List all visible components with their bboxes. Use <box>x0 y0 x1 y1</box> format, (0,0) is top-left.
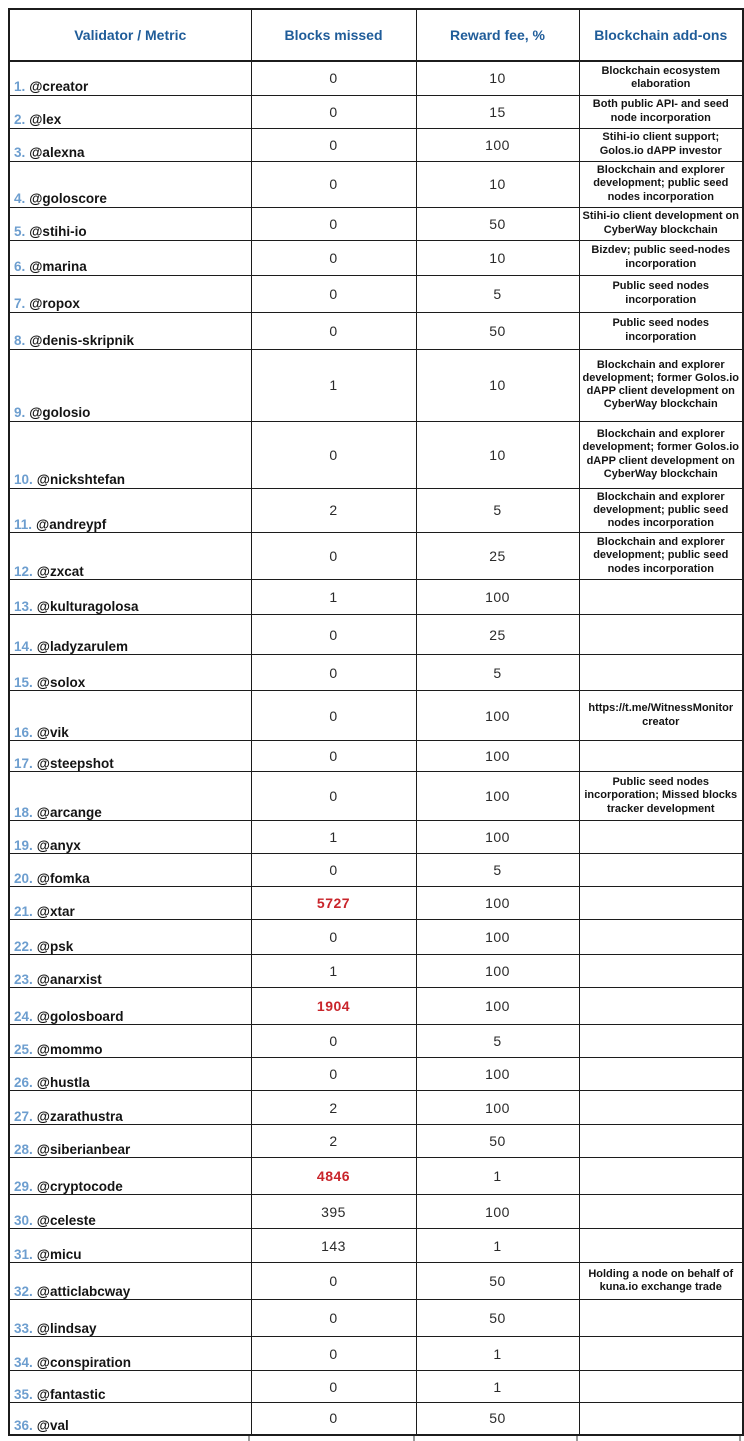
addons-cell: Blockchain and explorer development; former Golos.io dAPP client development on CyberWay blockchain <box>579 421 743 488</box>
blocks-missed-cell: 0 <box>251 615 416 655</box>
addons-cell <box>579 1158 743 1195</box>
row-index: 14. <box>14 638 33 654</box>
validator-handle: @denis-skripnik <box>29 333 134 349</box>
validator-handle: @psk <box>36 938 74 954</box>
addons-cell: Blockchain and explorer development; public seed nodes incorporation <box>579 488 743 533</box>
row-index: 21. <box>14 903 33 919</box>
blocks-missed-cell: 0 <box>251 240 416 275</box>
addons-cell: Stihi-io client support; Golos.io dAPP investor <box>579 128 743 161</box>
table-row <box>9 275 743 312</box>
validator-handle: @goloscore <box>29 191 107 207</box>
reward-fee-cell: 100 <box>416 955 579 988</box>
validator-cell <box>9 1337 251 1371</box>
table-row <box>9 533 743 580</box>
addons-cell <box>579 955 743 988</box>
table-row <box>9 1371 743 1403</box>
row-index: 3. <box>14 145 26 161</box>
validator-cell <box>9 1195 251 1229</box>
row-index: 32. <box>14 1283 33 1299</box>
validator-cell <box>9 349 251 421</box>
blocks-missed-cell: 0 <box>251 312 416 349</box>
addons-cell <box>579 1125 743 1158</box>
header-validator-metric: Validator / Metric <box>9 9 251 61</box>
table-row <box>9 821 743 854</box>
row-index: 13. <box>14 598 33 614</box>
table-row <box>9 1158 743 1195</box>
table-row <box>9 161 743 207</box>
reward-fee-cell: 1 <box>416 1158 579 1195</box>
table-row <box>9 691 743 741</box>
reward-fee-cell: 100 <box>416 128 579 161</box>
validator-cell <box>9 240 251 275</box>
validator-cell <box>9 207 251 240</box>
validator-cell <box>9 421 251 488</box>
addons-cell <box>579 1091 743 1125</box>
addons-cell <box>579 655 743 691</box>
reward-fee-cell: 100 <box>416 772 579 821</box>
table-row <box>9 1125 743 1158</box>
reward-fee-cell: 10 <box>416 240 579 275</box>
validator-handle: @cryptocode <box>36 1178 123 1194</box>
reward-fee-cell: 5 <box>416 655 579 691</box>
validator-handle: @fantastic <box>36 1386 106 1402</box>
addons-cell: Holding a node on behalf of kuna.io exchange trade <box>579 1263 743 1300</box>
reward-fee-cell: 100 <box>416 741 579 772</box>
blocks-missed-cell: 2 <box>251 1091 416 1125</box>
validator-handle: @zxcat <box>36 563 84 579</box>
blocks-missed-cell: 0 <box>251 61 416 95</box>
validator-cell <box>9 1025 251 1058</box>
reward-fee-cell: 10 <box>416 421 579 488</box>
addons-cell: Blockchain and explorer development; public seed nodes incorporation <box>579 161 743 207</box>
table-row <box>9 128 743 161</box>
blocks-missed-cell: 0 <box>251 1371 416 1403</box>
blocks-missed-cell: 0 <box>251 691 416 741</box>
validator-handle: @stihi-io <box>29 224 87 240</box>
validator-cell <box>9 615 251 655</box>
reward-fee-cell: 100 <box>416 1058 579 1091</box>
blocks-missed-cell: 0 <box>251 854 416 887</box>
row-index: 12. <box>14 563 33 579</box>
validator-cell <box>9 95 251 128</box>
row-index: 23. <box>14 971 33 987</box>
row-index: 26. <box>14 1074 33 1090</box>
row-index: 15. <box>14 674 33 690</box>
validator-handle: @lindsay <box>36 1320 97 1336</box>
reward-fee-cell: 25 <box>416 533 579 580</box>
addons-cell: Blockchain and explorer development; public seed nodes incorporation <box>579 533 743 580</box>
table-row <box>9 920 743 955</box>
validator-handle: @vik <box>36 724 69 740</box>
addons-cell <box>579 1300 743 1337</box>
blocks-missed-cell: 0 <box>251 1337 416 1371</box>
blocks-missed-cell: 395 <box>251 1195 416 1229</box>
addons-cell <box>579 887 743 920</box>
validator-cell <box>9 161 251 207</box>
reward-fee-cell: 25 <box>416 615 579 655</box>
validator-cell <box>9 275 251 312</box>
validators-table <box>8 8 744 1436</box>
validator-handle: @anyx <box>36 837 81 853</box>
validator-cell <box>9 1058 251 1091</box>
validator-cell <box>9 312 251 349</box>
table-row <box>9 955 743 988</box>
blocks-missed-cell: 1 <box>251 580 416 615</box>
row-index: 7. <box>14 296 26 312</box>
reward-fee-cell: 50 <box>416 312 579 349</box>
reward-fee-cell: 100 <box>416 887 579 920</box>
reward-fee-cell: 1 <box>416 1229 579 1263</box>
addons-cell: Public seed nodes incorporation <box>579 312 743 349</box>
validator-handle: @golosio <box>29 405 91 421</box>
row-index: 36. <box>14 1418 33 1434</box>
row-index: 17. <box>14 755 33 771</box>
addons-cell <box>579 1229 743 1263</box>
reward-fee-cell: 1 <box>416 1337 579 1371</box>
reward-fee-cell: 50 <box>416 1403 579 1435</box>
row-index: 30. <box>14 1212 33 1228</box>
row-index: 6. <box>14 259 26 275</box>
blocks-missed-cell: 0 <box>251 128 416 161</box>
row-index: 1. <box>14 79 26 95</box>
table-row <box>9 1091 743 1125</box>
validator-cell <box>9 988 251 1025</box>
validator-handle: @steepshot <box>36 755 114 771</box>
validator-cell <box>9 1091 251 1125</box>
table-row <box>9 772 743 821</box>
addons-cell: Bizdev; public seed-nodes incorporation <box>579 240 743 275</box>
blocks-missed-cell: 0 <box>251 421 416 488</box>
blocks-missed-cell: 0 <box>251 1263 416 1300</box>
blocks-missed-cell: 1 <box>251 955 416 988</box>
row-index: 4. <box>14 191 26 207</box>
validator-handle: @anarxist <box>36 971 102 987</box>
addons-cell <box>579 1058 743 1091</box>
blocks-missed-cell: 0 <box>251 207 416 240</box>
blocks-missed-cell: 0 <box>251 95 416 128</box>
reward-fee-cell: 10 <box>416 61 579 95</box>
row-index: 16. <box>14 724 33 740</box>
table-row <box>9 1025 743 1058</box>
row-index: 2. <box>14 112 26 128</box>
addons-cell <box>579 615 743 655</box>
row-index: 20. <box>14 870 33 886</box>
row-index: 29. <box>14 1178 33 1194</box>
addons-cell <box>579 920 743 955</box>
validator-cell <box>9 580 251 615</box>
addons-cell: https://t.me/WitnessMonitor creator <box>579 691 743 741</box>
addons-cell <box>579 1025 743 1058</box>
blocks-missed-cell: 0 <box>251 1025 416 1058</box>
table-row <box>9 1337 743 1371</box>
reward-fee-cell: 100 <box>416 821 579 854</box>
table-row <box>9 1195 743 1229</box>
validator-handle: @mommo <box>36 1041 103 1057</box>
row-index: 18. <box>14 804 33 820</box>
blocks-missed-cell: 1 <box>251 821 416 854</box>
validator-handle: @atticlabcway <box>36 1283 131 1299</box>
validator-handle: @arcange <box>36 804 102 820</box>
table-row <box>9 615 743 655</box>
validator-cell <box>9 887 251 920</box>
reward-fee-cell: 50 <box>416 1300 579 1337</box>
reward-fee-cell: 100 <box>416 988 579 1025</box>
reward-fee-cell: 1 <box>416 1371 579 1403</box>
validator-handle: @xtar <box>36 903 75 919</box>
table-header <box>9 9 743 61</box>
reward-fee-cell: 10 <box>416 161 579 207</box>
validator-cell <box>9 488 251 533</box>
blocks-missed-cell: 0 <box>251 1300 416 1337</box>
validator-cell <box>9 655 251 691</box>
addons-cell <box>579 988 743 1025</box>
blocks-missed-cell: 143 <box>251 1229 416 1263</box>
table-row <box>9 61 743 95</box>
addons-cell <box>579 741 743 772</box>
row-index: 22. <box>14 938 33 954</box>
reward-fee-cell: 5 <box>416 1025 579 1058</box>
validator-cell <box>9 128 251 161</box>
table-row <box>9 580 743 615</box>
reward-fee-cell: 100 <box>416 1195 579 1229</box>
table-body <box>9 61 743 1435</box>
validator-handle: @nickshtefan <box>36 472 125 488</box>
table-row <box>9 988 743 1025</box>
addons-cell <box>579 821 743 854</box>
row-index: 33. <box>14 1320 33 1336</box>
table-row <box>9 207 743 240</box>
reward-fee-cell: 100 <box>416 920 579 955</box>
validator-handle: @golosboard <box>36 1008 124 1024</box>
addons-cell: Stihi-io client development on CyberWay blockchain <box>579 207 743 240</box>
table-row <box>9 421 743 488</box>
cropped-next-row <box>8 1436 742 1441</box>
header-blockchain-addons: Blockchain add-ons <box>579 9 743 61</box>
validator-cell <box>9 821 251 854</box>
validator-handle: @conspiration <box>36 1354 131 1370</box>
validator-cell <box>9 772 251 821</box>
row-index: 27. <box>14 1108 33 1124</box>
validator-cell <box>9 1371 251 1403</box>
blocks-missed-cell: 0 <box>251 772 416 821</box>
blocks-missed-cell: 4846 <box>251 1158 416 1195</box>
header-blocks-missed: Blocks missed <box>251 9 416 61</box>
blocks-missed-cell: 1904 <box>251 988 416 1025</box>
blocks-missed-cell: 0 <box>251 161 416 207</box>
table-row <box>9 1403 743 1435</box>
row-index: 19. <box>14 837 33 853</box>
row-index: 31. <box>14 1246 33 1262</box>
addons-cell <box>579 854 743 887</box>
row-index: 24. <box>14 1008 33 1024</box>
table-row <box>9 1300 743 1337</box>
blocks-missed-cell: 0 <box>251 275 416 312</box>
validator-cell <box>9 1229 251 1263</box>
row-index: 34. <box>14 1354 33 1370</box>
blocks-missed-cell: 0 <box>251 1403 416 1435</box>
blocks-missed-cell: 2 <box>251 488 416 533</box>
validator-cell <box>9 1158 251 1195</box>
validator-cell <box>9 1125 251 1158</box>
blocks-missed-cell: 0 <box>251 920 416 955</box>
validator-handle: @creator <box>29 79 89 95</box>
table-row <box>9 887 743 920</box>
table-row <box>9 349 743 421</box>
table-row <box>9 854 743 887</box>
header-row <box>9 9 743 61</box>
validator-cell <box>9 533 251 580</box>
header-reward-fee: Reward fee, % <box>416 9 579 61</box>
validator-cell <box>9 955 251 988</box>
reward-fee-cell: 50 <box>416 1263 579 1300</box>
table-row <box>9 741 743 772</box>
row-index: 35. <box>14 1386 33 1402</box>
table-row <box>9 1229 743 1263</box>
validator-handle: @marina <box>29 259 87 275</box>
reward-fee-cell: 10 <box>416 349 579 421</box>
validator-cell <box>9 61 251 95</box>
table-row <box>9 488 743 533</box>
blocks-missed-cell: 0 <box>251 1058 416 1091</box>
reward-fee-cell: 100 <box>416 1091 579 1125</box>
reward-fee-cell: 50 <box>416 1125 579 1158</box>
addons-cell <box>579 580 743 615</box>
table-row <box>9 240 743 275</box>
validator-handle: @hustla <box>36 1074 90 1090</box>
row-index: 9. <box>14 405 26 421</box>
addons-cell <box>579 1403 743 1435</box>
addons-cell: Public seed nodes incorporation; Missed blocks tracker development <box>579 772 743 821</box>
validator-handle: @ladyzarulem <box>36 638 128 654</box>
addons-cell <box>579 1371 743 1403</box>
addons-cell: Blockchain ecosystem elaboration <box>579 61 743 95</box>
validator-handle: @val <box>36 1418 69 1434</box>
validator-handle: @fomka <box>36 870 90 886</box>
blocks-missed-cell: 0 <box>251 655 416 691</box>
addons-cell <box>579 1195 743 1229</box>
table-row <box>9 655 743 691</box>
validator-handle: @micu <box>36 1246 82 1262</box>
validator-cell <box>9 920 251 955</box>
blocks-missed-cell: 1 <box>251 349 416 421</box>
row-index: 8. <box>14 333 26 349</box>
reward-fee-cell: 15 <box>416 95 579 128</box>
blocks-missed-cell: 0 <box>251 533 416 580</box>
reward-fee-cell: 50 <box>416 207 579 240</box>
addons-cell <box>579 1337 743 1371</box>
validator-cell <box>9 741 251 772</box>
table-row <box>9 312 743 349</box>
row-index: 5. <box>14 224 26 240</box>
table-row <box>9 95 743 128</box>
validator-handle: @celeste <box>36 1212 96 1228</box>
addons-cell: Blockchain and explorer development; former Golos.io dAPP client development on CyberWay blockchain <box>579 349 743 421</box>
table-row <box>9 1263 743 1300</box>
validator-cell <box>9 691 251 741</box>
reward-fee-cell: 5 <box>416 275 579 312</box>
addons-cell: Public seed nodes incorporation <box>579 275 743 312</box>
validator-handle: @ropox <box>29 296 80 312</box>
validator-handle: @zarathustra <box>36 1108 123 1124</box>
validator-handle: @kulturagolosa <box>36 598 139 614</box>
reward-fee-cell: 100 <box>416 580 579 615</box>
blocks-missed-cell: 2 <box>251 1125 416 1158</box>
row-index: 11. <box>14 516 33 532</box>
reward-fee-cell: 5 <box>416 854 579 887</box>
validator-handle: @solox <box>36 674 86 690</box>
validator-cell <box>9 1300 251 1337</box>
validator-cell <box>9 1263 251 1300</box>
validator-handle: @alexna <box>29 145 85 161</box>
row-index: 28. <box>14 1141 33 1157</box>
blocks-missed-cell: 5727 <box>251 887 416 920</box>
validator-handle: @lex <box>29 112 62 128</box>
reward-fee-cell: 100 <box>416 691 579 741</box>
blocks-missed-cell: 0 <box>251 741 416 772</box>
reward-fee-cell: 5 <box>416 488 579 533</box>
row-index: 25. <box>14 1041 33 1057</box>
validator-handle: @siberianbear <box>36 1141 131 1157</box>
row-index: 10. <box>14 472 33 488</box>
validator-cell <box>9 1403 251 1435</box>
validator-handle: @andreypf <box>36 516 107 532</box>
addons-cell: Both public API- and seed node incorporation <box>579 95 743 128</box>
table-row <box>9 1058 743 1091</box>
validator-cell <box>9 854 251 887</box>
